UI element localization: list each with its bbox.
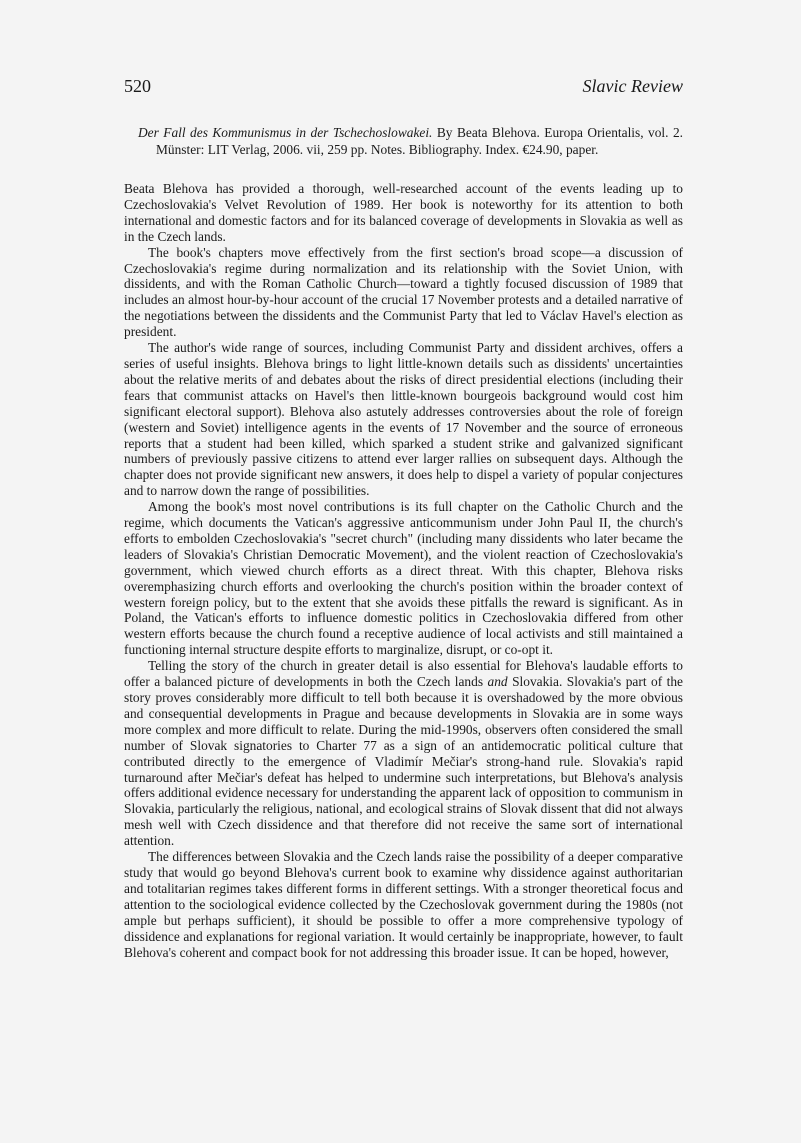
page-number: 520: [124, 76, 151, 96]
paragraph-5-emphasis: and: [487, 674, 508, 690]
paragraph-2: The book's chapters move effectively from the first section's broad scope—a discussion of Czechoslovakia's regime during normalization and its relationship with the Soviet Union, with dissidents, and with the Roman Catholic Church—toward a tightly focused discussion of 1989 that includes an almost hour-by-hour account of the crucial 17 November protests and a detailed narrative of the negotiations between the dissidents and the Communist Party that led to Václav Havel's election as president.: [124, 244, 683, 340]
journal-title: Slavic Review: [582, 76, 683, 96]
paragraph-1: Beata Blehova has provided a thorough, well-researched account of the events leading up to Czechoslovakia's Velvet Revolution of 1989. Her book is noteworthy for its attention to both international and domestic factors and for its balanced coverage of developments in Slovakia as well as in the Czech lands.: [124, 181, 683, 244]
citation-details: By Beata Blehova. Europa Orientalis, vol. 2. Münster: LIT Verlag, 2006. vii, 259 pp. Notes. Bibliography. Index. €24.90, paper.: [156, 125, 683, 158]
book-citation: [138, 124, 683, 158]
paragraph-5: [124, 658, 683, 849]
paragraph-5-part-b: Slovakia. Slovakia's part of the story proves considerably more difficult to tell both because it is overshadowed by the more obvious and consequential developments in Prague and because developments in Slovakia are in some ways more complex and more difficult to relate. During the mid-1990s, observers often considered the small number of Slovak signatories to Charter 77 as a sign of an antidemocratic political culture that contributed directly to the emergence of Vladimír Mečiar's strong-hand rule. Slovakia's rapid turnaround after Mečiar's defeat has helped to undermine such interpretations, but Blehova's analysis offers additional evidence necessary for understanding the apparent lack of opposition to communism in Slovakia, particularly the religious, national, and ecological strains of Slovak dissent that did not always mesh well with Czech dissidence and that therefore did not receive the same sort of international attention.: [124, 674, 683, 849]
paragraph-5-part-a: Telling the story of the church in greater detail is also essential for Blehova's laudable efforts to offer a balanced picture of developments in both the Czech lands: [124, 658, 683, 690]
paragraph-3: The author's wide range of sources, including Communist Party and dissident archives, offers a series of useful insights. Blehova brings to light little-known details such as dissidents' uncertainties about the relative merits of and debates about the risks of direct presidential elections (including their fears that communist attacks on Havel's then little-known bourgeois background would cost him significant electoral support). Blehova also astutely addresses controversies about the role of foreign (western and Soviet) intelligence agents in the events of 17 November and the source of erroneous reports that a student had been killed, which sparked a student strike and galvanized significant numbers of previously passive citizens to attend ever larger rallies on subsequent days. Although the chapter does not provide significant new answers, it does help to dispel a variety of popular conjectures and to narrow down the range of possibilities.: [124, 340, 683, 499]
paragraph-6: The differences between Slovakia and the Czech lands raise the possibility of a deeper comparative study that would go beyond Blehova's current book to examine why dissidence against authoritarian and totalitarian regimes takes different forms in different settings. With a stronger theoretical focus and attention to the sociological evidence collected by the Czechoslovak government during the 1980s (not ample but perhaps sufficient), it should be possible to offer a more comprehensive typology of dissidence and explanations for regional variation. It would certainly be inappropriate, however, to fault Blehova's coherent and compact book for not addressing this broader issue. It can be hoped, however,: [124, 849, 683, 960]
paragraph-4: Among the book's most novel contributions is its full chapter on the Catholic Church and the regime, which documents the Vatican's aggressive anticommunism under John Paul II, the church's efforts to embolden Czechoslovakia's "secret church" (including many dissidents who later became the leaders of Slovakia's Christian Democratic Movement), and the violent reaction of Czechoslovakia's government, which viewed church efforts as a direct threat. With this chapter, Blehova risks overemphasizing church efforts and overlooking the church's position within the broader context of western foreign policy, but to the extent that she avoids these pitfalls the reward is significant. As in Poland, the Vatican's efforts to influence domestic politics in Czechoslovakia differed from other western efforts because the church found a receptive audience of local activists and still maintained a functioning internal structure despite efforts to marginalize, disrupt, or co-opt it.: [124, 499, 683, 658]
running-header: [124, 76, 683, 100]
review-body: [124, 181, 683, 960]
book-title: Der Fall des Kommunismus in der Tschechoslowakei.: [138, 125, 433, 140]
